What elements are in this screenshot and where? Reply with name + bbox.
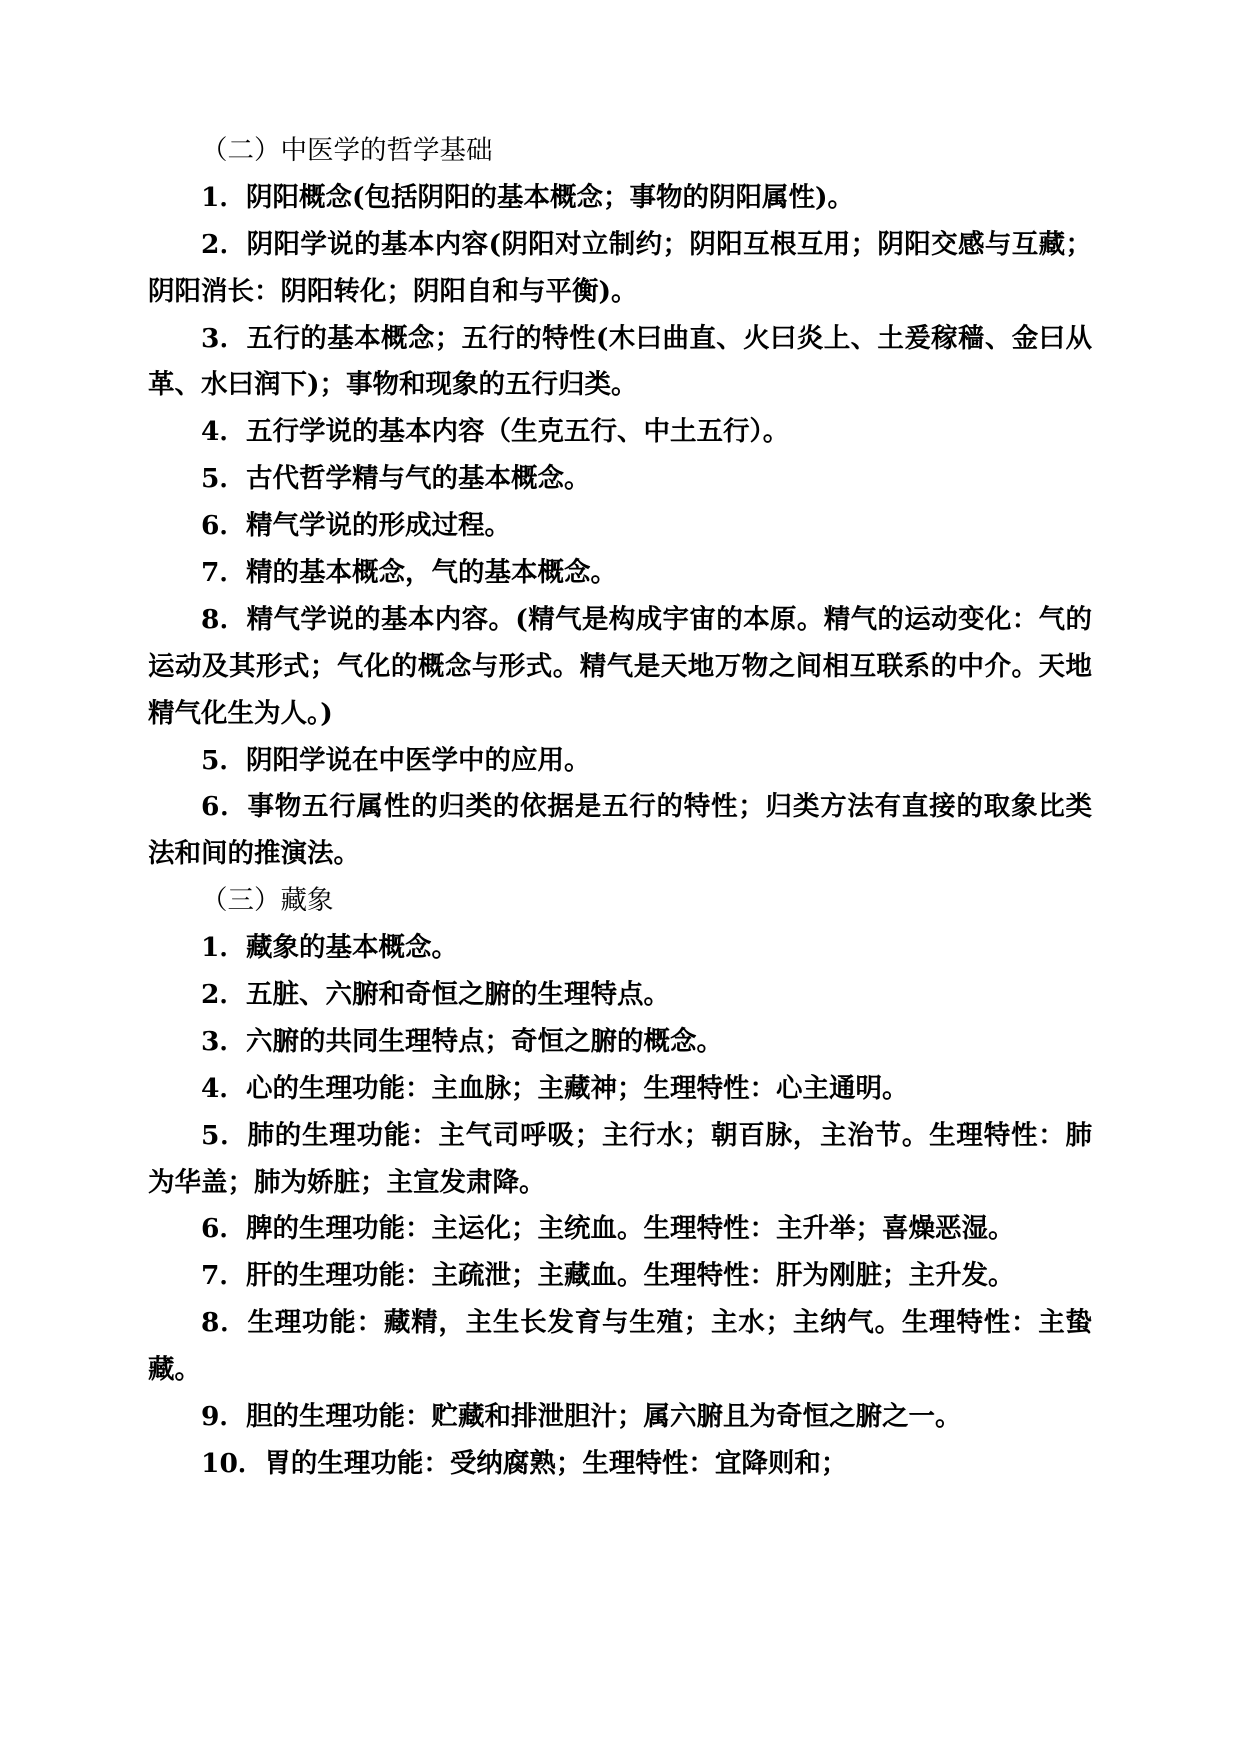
document-body (148, 128, 1092, 1488)
item-2-6 (148, 503, 1092, 550)
item-2-4-text: 五行学说的基本内容（生克五行、中土五行）。 (245, 416, 790, 448)
item-3-1-number: 1． (201, 932, 246, 964)
item-3-6-number: 6． (201, 1213, 246, 1245)
item-3-6-text: 脾的生理功能：主运化；主统血。生理特性：主升举；喜燥恶湿。 (245, 1213, 1015, 1245)
item-2-3-number: 3． (201, 322, 247, 354)
item-3-4-number: 4． (201, 1072, 246, 1104)
section-heading-philosophy-text: （二）中医学的哲学基础 (201, 135, 493, 166)
item-2-2-text: 阴阳学说的基本内容(阴阳对立制约；阴阳互根互用；阴阳交感与互藏；阴阳消长：阴阳转化；阴阳自和与平衡)。 (148, 228, 1092, 307)
item-2-8 (148, 597, 1092, 738)
item-2-6-text: 精气学说的形成过程。 (245, 510, 511, 542)
item-2-5-number: 5． (201, 463, 246, 495)
item-2-10 (148, 784, 1092, 878)
item-3-5-number: 5． (201, 1119, 248, 1151)
item-3-10 (148, 1441, 1092, 1488)
section-heading-philosophy (148, 128, 1092, 175)
item-3-6 (148, 1206, 1092, 1253)
item-2-1-number: 1． (201, 181, 246, 213)
item-2-4 (148, 409, 1092, 456)
item-3-3-number: 3． (201, 1025, 246, 1057)
item-2-7 (148, 550, 1092, 597)
item-3-5 (148, 1113, 1092, 1207)
item-2-8-text: 精气学说的基本内容。(精气是构成宇宙的本原。精气的运动变化：气的运动及其形式；气化的概念与形式。精气是天地万物之间相互联系的中介。天地精气化生为人。) (148, 603, 1092, 729)
item-3-9 (148, 1394, 1092, 1441)
item-3-2-text: 五脏、六腑和奇恒之腑的生理特点。 (245, 979, 670, 1011)
item-3-2-number: 2． (201, 979, 246, 1011)
item-2-10-text: 事物五行属性的归类的依据是五行的特性；归类方法有直接的取象比类法和间的推演法。 (148, 791, 1092, 870)
item-2-3 (148, 316, 1092, 410)
item-2-1 (148, 175, 1092, 222)
item-3-10-text: 胃的生理功能：受纳腐熟；生理特性：宜降则和； (264, 1447, 848, 1479)
item-3-3 (148, 1019, 1092, 1066)
item-3-4-text: 心的生理功能：主血脉；主藏神；生理特性：心主通明。 (245, 1072, 909, 1104)
item-3-7 (148, 1253, 1092, 1300)
item-2-5-text: 古代哲学精与气的基本概念。 (245, 463, 591, 495)
item-2-9-text: 阴阳学说在中医学中的应用。 (245, 744, 591, 776)
item-3-8 (148, 1300, 1092, 1394)
item-2-2-number: 2． (201, 228, 247, 260)
item-2-6-number: 6． (201, 510, 246, 542)
item-3-10-number: 10． (201, 1447, 265, 1479)
item-3-9-text: 胆的生理功能：贮藏和排泄胆汁；属六腑且为奇恒之腑之一。 (245, 1401, 962, 1433)
item-2-1-text: 阴阳概念(包括阴阳的基本概念；事物的阴阳属性)。 (245, 181, 855, 213)
item-3-5-text: 肺的生理功能：主气司呼吸；主行水；朝百脉，主治节。生理特性：肺为华盖；肺为娇脏；主宣发肃降。 (148, 1119, 1092, 1198)
item-2-9 (148, 738, 1092, 785)
item-3-9-number: 9． (201, 1401, 246, 1433)
item-2-4-number: 4． (201, 416, 246, 448)
item-3-8-number: 8． (201, 1307, 248, 1339)
item-2-2 (148, 222, 1092, 316)
section-heading-zangxiang-text: （三）藏象 (201, 885, 334, 917)
item-2-7-text: 精的基本概念，气的基本概念。 (245, 557, 617, 589)
item-2-5 (148, 456, 1092, 503)
item-3-8-text: 生理功能：藏精，主生长发育与生殖；主水；主纳气。生理特性：主蛰藏。 (148, 1307, 1092, 1386)
item-3-1-text: 藏象的基本概念。 (245, 932, 458, 964)
item-2-7-number: 7． (201, 557, 246, 589)
item-3-1 (148, 925, 1092, 972)
item-2-10-number: 6． (201, 791, 248, 823)
item-3-7-number: 7． (201, 1260, 246, 1292)
item-3-3-text: 六腑的共同生理特点；奇恒之腑的概念。 (245, 1025, 723, 1057)
item-2-8-number: 8． (201, 603, 247, 635)
item-2-9-number: 5． (201, 744, 246, 776)
item-3-4 (148, 1066, 1092, 1113)
item-3-7-text: 肝的生理功能：主疏泄；主藏血。生理特性：肝为刚脏；主升发。 (245, 1260, 1015, 1292)
section-heading-zangxiang (148, 878, 1092, 925)
item-2-3-text: 五行的基本概念；五行的特性(木曰曲直、火曰炎上、土爰稼穑、金曰从革、水曰润下)；事物和现象的五行归类。 (148, 322, 1092, 401)
item-3-2 (148, 972, 1092, 1019)
